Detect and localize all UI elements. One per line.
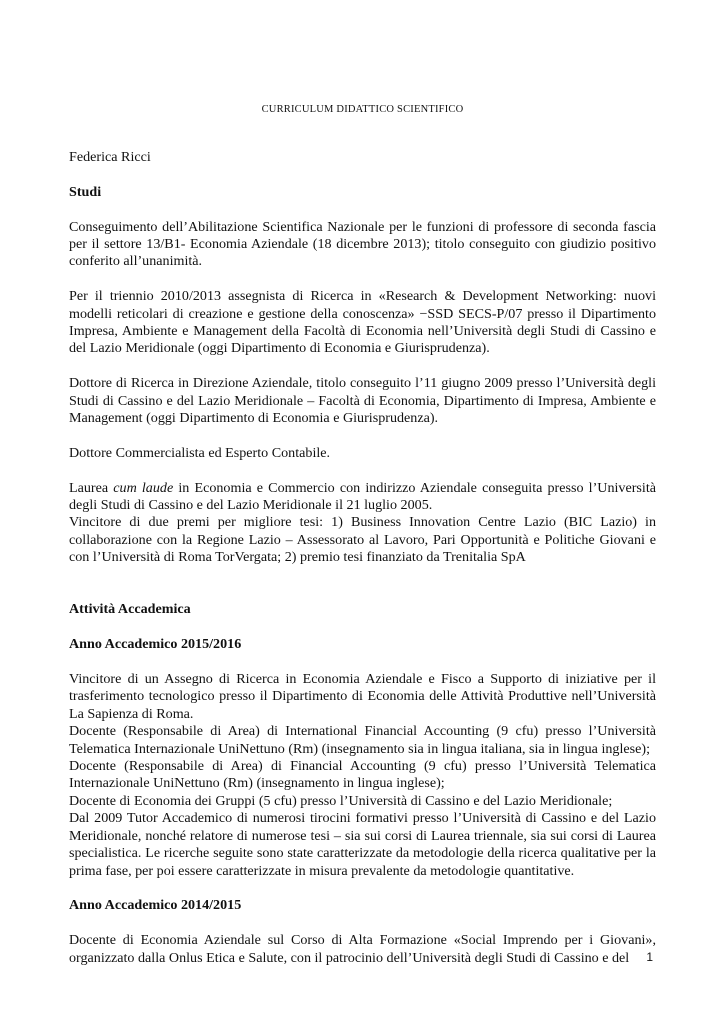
paragraph-aa2015-gruppi: Docente di Economia dei Gruppi (5 cfu) presso l’Università di Cassino e del Lazio Meridionale; — [69, 792, 613, 809]
paragraph-aa2015-assegno: Vincitore di un Assegno di Ricerca in Economia Aziendale e Fisco a Supporto di iniziative per il trasferimento tecnologico presso il Dipartimento di Economia delle Attività Produttive nell’Università La Sapienza di Roma. — [69, 671, 656, 722]
laurea-text-post: in Economia e Commercio con indirizzo Aziendale conseguita presso l’Università degli Studi di Cassino e del Lazio Meridionale il 21 luglio 2005. — [69, 479, 656, 514]
page-number: 1 — [646, 950, 653, 964]
paragraph-aa2015-fa: Docente (Responsabile di Area) di Financial Accounting (9 cfu) presso l’Università Telematica Internazionale UniNettuno (Rm) (insegnamento in lingua inglese); — [69, 758, 656, 792]
paragraph-assegnista: Per il triennio 2010/2013 assegnista di Ricerca in «Research & Development Networking: nuovi modelli reticolari di creazione e gestione della conoscenza» −SSD SECS-P/07 presso il Dipartimento Impresa, Ambiente e Management della Facoltà di Economia nell’Università degli Studi di Cassino e del Lazio Meridionale (oggi Dipartimento di Economia e Giurisprudenza). — [69, 288, 656, 357]
section-heading-attivita: Attività Accademica — [69, 601, 191, 618]
paragraph-premi: Vincitore di due premi per migliore tesi: 1) Business Innovation Centre Lazio (BIC Lazio) in collaborazione con la Regione Lazio – Assessorato al Lavoro, Pari Opportunità e Politiche Giovani e con l’Università di Roma TorVergata; 2) premio tesi finanziato da Trenitalia SpA — [69, 514, 656, 566]
paragraph-dottore-ricerca: Dottore di Ricerca in Direzione Aziendale, titolo conseguito l’11 giugno 2009 presso l’Università degli Studi di Cassino e del Lazio Meridionale – Facoltà di Economia, Dipartimento di Impresa, Ambiente e Management (oggi Dipartimento di Economia e Giurisprudenza). — [69, 375, 656, 427]
section-heading-studi: Studi — [69, 183, 102, 200]
paragraph-commercialista: Dottore Commercialista ed Esperto Contabile. — [69, 444, 331, 461]
paragraph-aa2015-tutor: Dal 2009 Tutor Accademico di numerosi tirocini formativi presso l’Università di Cassino e del Lazio Meridionale, nonché relatore di numerose tesi – sia sui corsi di Laurea triennale, sia sui corsi di Laurea specialistica. Le ricerche seguite sono state caratterizzate da metodologie della ricerca qualitative per la prima fase, per poi essere caratterizzate in misura prevalente da metodologie quantitative. — [69, 810, 656, 879]
paragraph-laurea — [69, 480, 656, 515]
laurea-text-emphasis: cum laude — [113, 479, 174, 496]
author-name: Federica Ricci — [69, 149, 151, 165]
document-title: CURRICULUM DIDATTICO SCIENTIFICO — [261, 104, 464, 115]
paragraph-aa2014-first: Docente di Economia Aziendale sul Corso di Alta Formazione «Social Imprendo per i Giovani», organizzato dalla Onlus Etica e Salute, con il patrocinio dell’Università degli Studi di Cassino e del — [69, 932, 656, 966]
document-body — [69, 149, 656, 967]
paragraph-aa2015-ifa: Docente (Responsabile di Area) di International Financial Accounting (9 cfu) presso l’Università Telematica Internazionale UniNettuno (Rm) (insegnamento sia in lingua italiana, sia in lingua inglese); — [69, 723, 656, 757]
section-heading-aa-2015-2016: Anno Accademico 2015/2016 — [69, 636, 242, 653]
paragraph-abilitazione: Conseguimento dell’Abilitazione Scientifica Nazionale per le funzioni di professore di seconda fascia per il settore 13/B1- Economia Aziendale (18 dicembre 2013); titolo conseguito con giudizio positivo conferito all’unanimità. — [69, 218, 656, 270]
laurea-text-pre: Laurea — [69, 479, 114, 496]
section-heading-aa-2014-2015: Anno Accademico 2014/2015 — [69, 897, 242, 914]
